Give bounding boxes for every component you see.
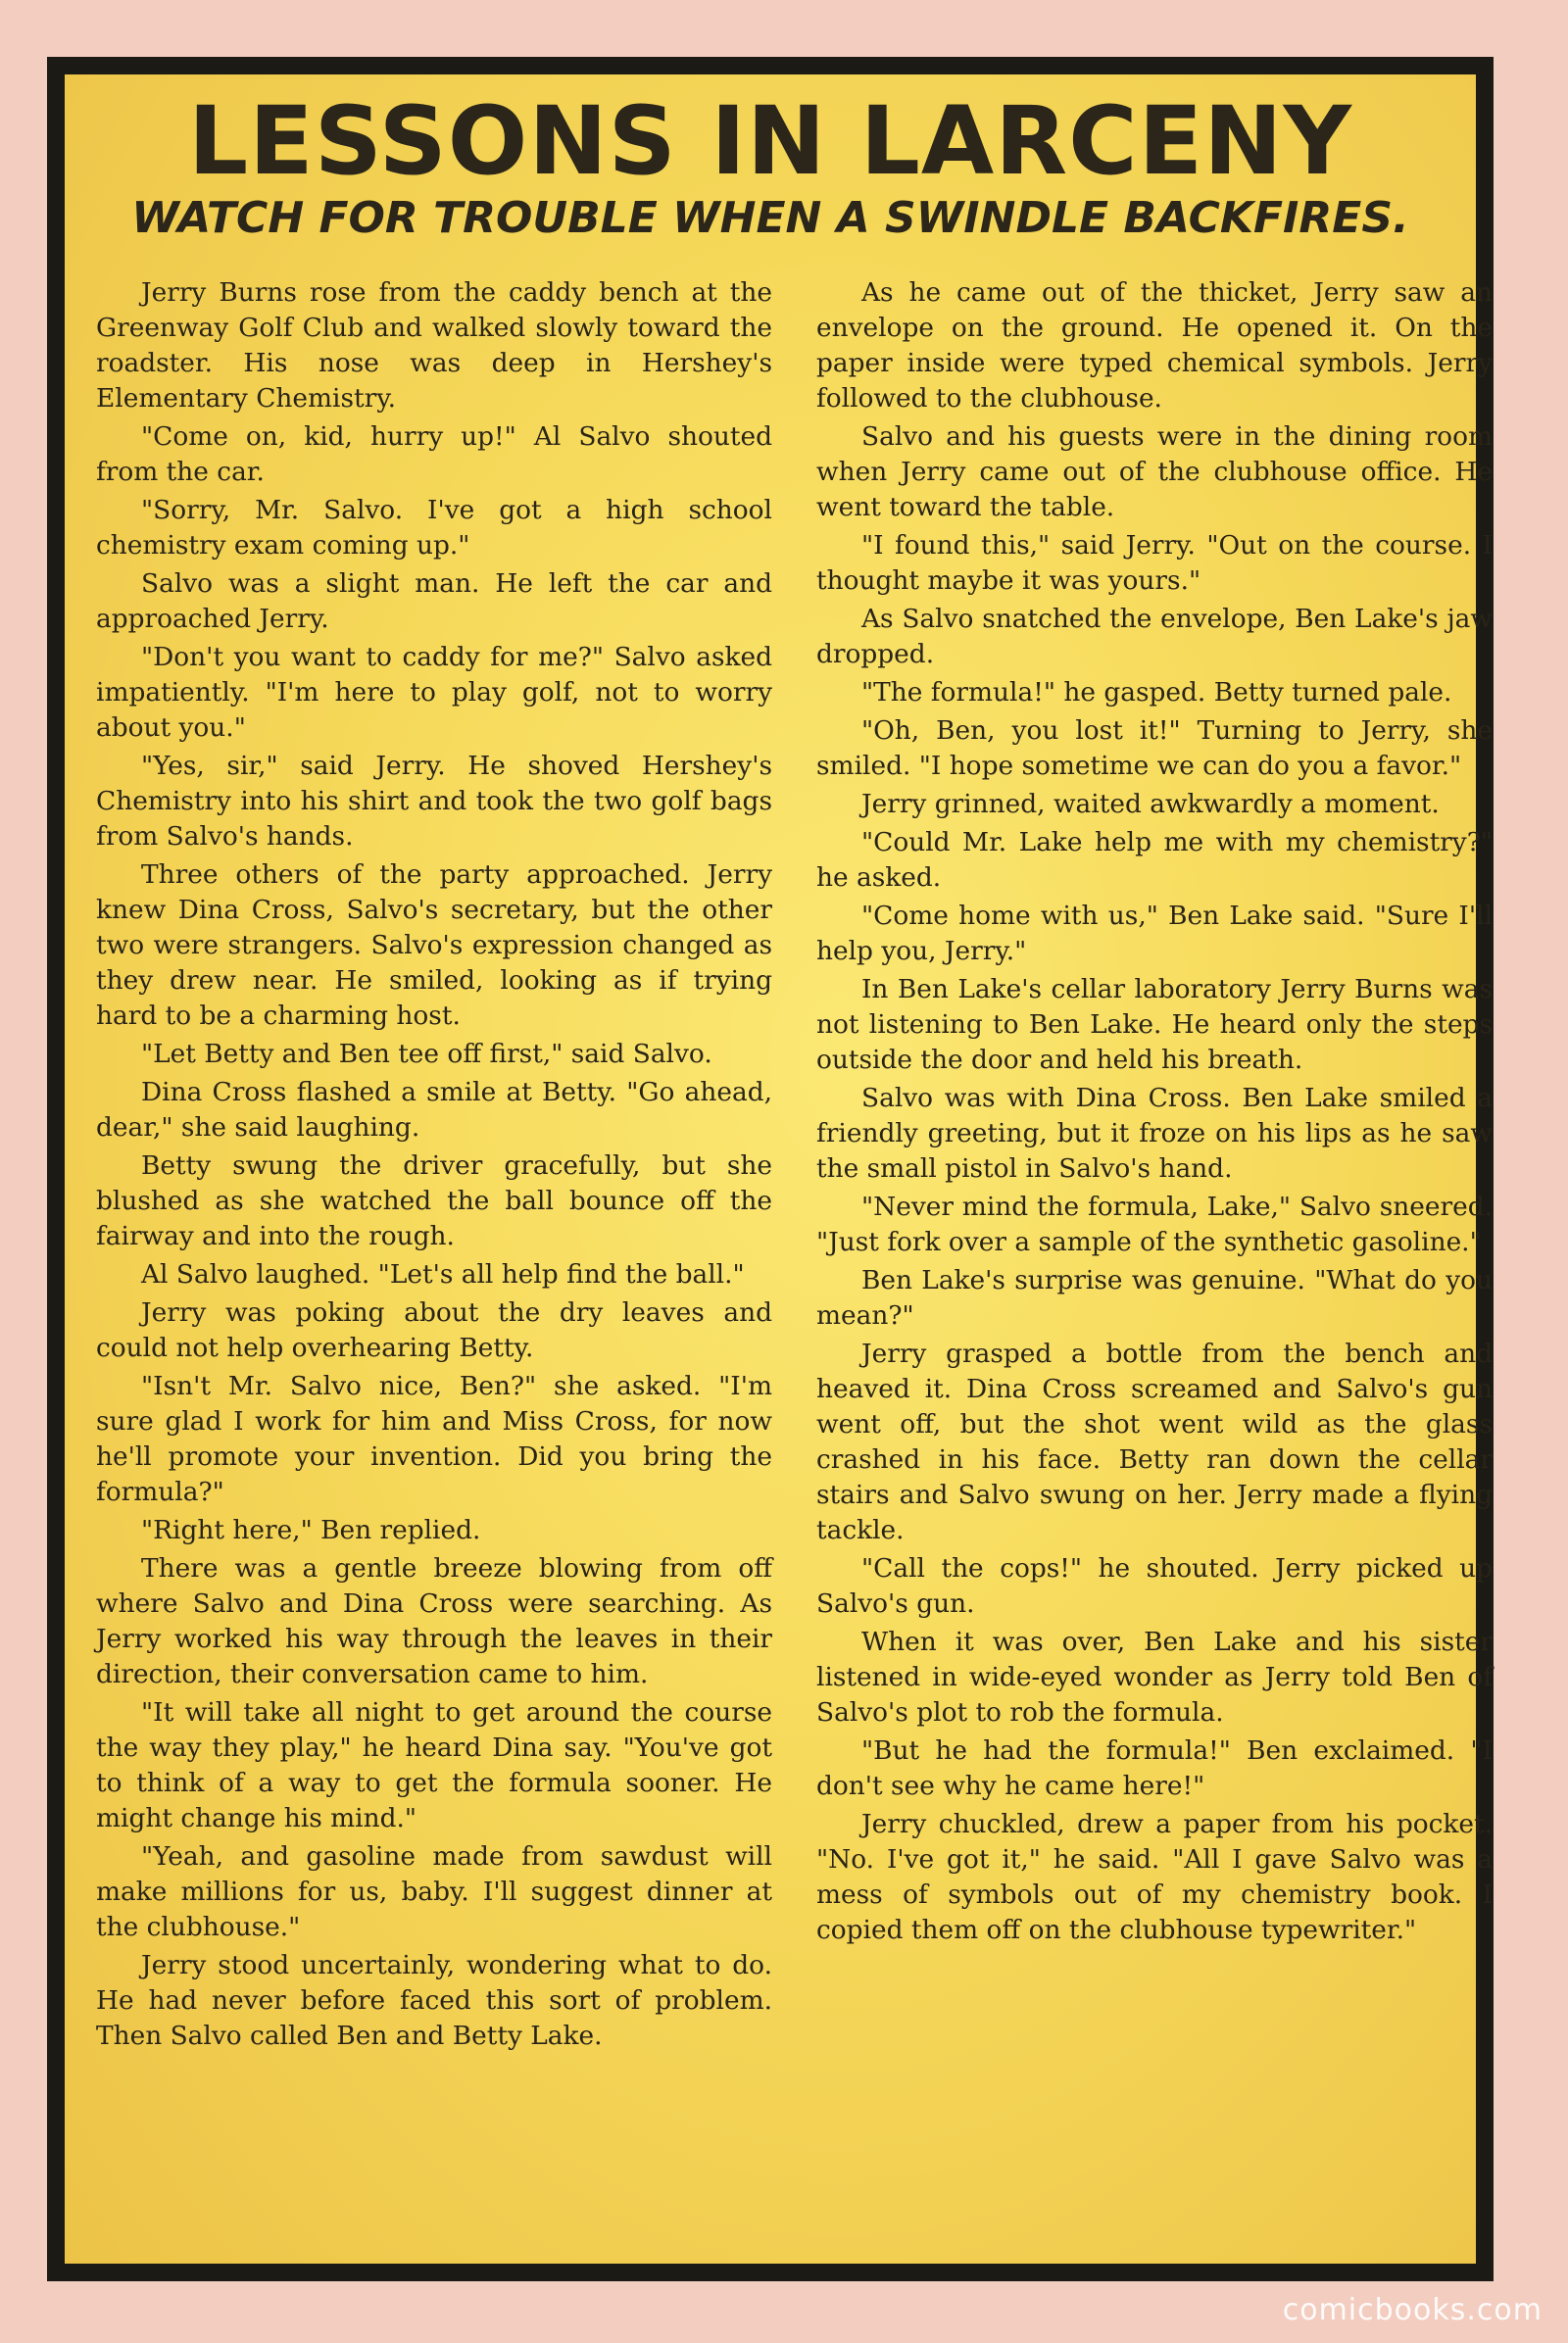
- story-paragraph: "Oh, Ben, you lost it!" Turning to Jerry, she smiled. "I hope sometime we can do you a favor.": [816, 715, 1493, 781]
- story-title: LESSONS IN LARCENY: [188, 86, 1352, 196]
- story-paragraph: "Isn't Mr. Salvo nice, Ben?" she asked. "I'm sure glad I work for him and Miss Cross, for now he'll promote your invention. Did you bring the formula?": [96, 1371, 772, 1507]
- story-paragraph: Dina Cross flashed a smile at Betty. "Go ahead, dear," she said laughing.: [96, 1077, 772, 1143]
- right-column: [816, 275, 1493, 1951]
- story-paragraph: In Ben Lake's cellar laboratory Jerry Burns was not listening to Ben Lake. He heard only the steps outside the door and held his breath.: [816, 974, 1493, 1075]
- story-paragraph: Betty swung the driver gracefully, but she blushed as she watched the ball bounce off the fairway and into the rough.: [96, 1150, 772, 1251]
- story-paragraph: As he came out of the thicket, Jerry saw an envelope on the ground. He opened it. On the paper inside were typed chemical symbols. Jerry followed to the clubhouse.: [816, 277, 1493, 414]
- story-paragraph: Jerry chuckled, drew a paper from his pocket. "No. I've got it," he said. "All I gave Salvo was a mess of symbols out of my chemistry book. I copied them off on the clubhouse typewriter.": [816, 1809, 1493, 1945]
- story-paragraph: "I found this," said Jerry. "Out on the course. I thought maybe it was yours.": [816, 530, 1493, 596]
- story-paragraph: Jerry Burns rose from the caddy bench at the Greenway Golf Club and walked slowly toward the roadster. His nose was deep in Hershey's Elementary Chemistry.: [96, 277, 772, 414]
- left-column: [96, 275, 772, 2057]
- story-paragraph: "It will take all night to get around the course the way they play," he heard Dina say. "You've got to think of a way to get the formula sooner. He might change his mind.": [96, 1697, 772, 1833]
- story-paragraph: Salvo was with Dina Cross. Ben Lake smiled a friendly greeting, but it froze on his lips as he saw the small pistol in Salvo's hand.: [816, 1083, 1493, 1184]
- story-paragraph: "But he had the formula!" Ben exclaimed. "I don't see why he came here!": [816, 1735, 1493, 1801]
- story-paragraph: Salvo was a slight man. He left the car and approached Jerry.: [96, 568, 772, 634]
- story-paragraph: "Sorry, Mr. Salvo. I've got a high school chemistry exam coming up.": [96, 495, 772, 561]
- story-paragraph: There was a gentle breeze blowing from off where Salvo and Dina Cross were searching. As Jerry worked his way through the leaves in their direction, their conversation came to him.: [96, 1553, 772, 1689]
- story-paragraph: Jerry grasped a bottle from the bench and heaved it. Dina Cross screamed and Salvo's gun went off, but the shot went wild as the glass crashed in his face. Betty ran down the cellar stairs and Salvo swung on her. Jerry made a flying tackle.: [816, 1339, 1493, 1545]
- story-paragraph: "Could Mr. Lake help me with my chemistry?" he asked.: [816, 827, 1493, 893]
- story-paragraph: Al Salvo laughed. "Let's all help find the ball.": [141, 1259, 745, 1290]
- story-paragraph: "Yeah, and gasoline made from sawdust will make millions for us, baby. I'll suggest dinner at the clubhouse.": [96, 1841, 772, 1942]
- story-paragraph: Jerry stood uncertainly, wondering what to do. He had never before faced this sort of problem. Then Salvo called Ben and Betty Lake.: [96, 1950, 772, 2051]
- story-paragraph: As Salvo snatched the envelope, Ben Lake's jaw dropped.: [816, 604, 1493, 669]
- story-paragraph: "The formula!" he gasped. Betty turned pale.: [861, 677, 1452, 708]
- story-panel: [47, 57, 1494, 2281]
- story-paragraph: "Come on, kid, hurry up!" Al Salvo shouted from the car.: [96, 421, 772, 487]
- story-paragraph: Jerry grinned, waited awkwardly a moment.: [861, 789, 1440, 819]
- story-paragraph: Salvo and his guests were in the dining room when Jerry came out of the clubhouse office. He went toward the table.: [816, 421, 1493, 522]
- story-paragraph: "Yes, sir," said Jerry. He shoved Hershey's Chemistry into his shirt and took the two golf bags from Salvo's hands.: [96, 751, 772, 852]
- story-paragraph: Ben Lake's surprise was genuine. "What do you mean?": [816, 1265, 1493, 1331]
- story-paragraph: "Call the cops!" he shouted. Jerry picked up Salvo's gun.: [816, 1553, 1493, 1619]
- watermark: comicbooks.com: [1282, 2293, 1543, 2327]
- story-paragraph: "Don't you want to caddy for me?" Salvo asked impatiently. "I'm here to play golf, not to worry about you.": [96, 642, 772, 743]
- story-paragraph: "Never mind the formula, Lake," Salvo sneered. "Just fork over a sample of the synthetic gasoline.": [816, 1192, 1493, 1257]
- story-paragraph: "Let Betty and Ben tee off first," said Salvo.: [141, 1039, 712, 1069]
- story-paragraph: Three others of the party approached. Jerry knew Dina Cross, Salvo's secretary, but the other two were strangers. Salvo's expression changed as they drew near. He smiled, looking as if trying hard to be a charming host.: [96, 859, 772, 1031]
- story-paragraph: When it was over, Ben Lake and his sister listened in wide-eyed wonder as Jerry told Ben of Salvo's plot to rob the formula.: [816, 1627, 1493, 1728]
- story-paragraph: "Right here," Ben replied.: [141, 1515, 481, 1545]
- story-paragraph: "Come home with us," Ben Lake said. "Sure I'll help you, Jerry.": [816, 901, 1493, 966]
- story-subtitle: WATCH FOR TROUBLE WHEN A SWINDLE BACKFIRES.: [131, 193, 1409, 243]
- story-paragraph: Jerry was poking about the dry leaves and could not help overhearing Betty.: [96, 1297, 772, 1363]
